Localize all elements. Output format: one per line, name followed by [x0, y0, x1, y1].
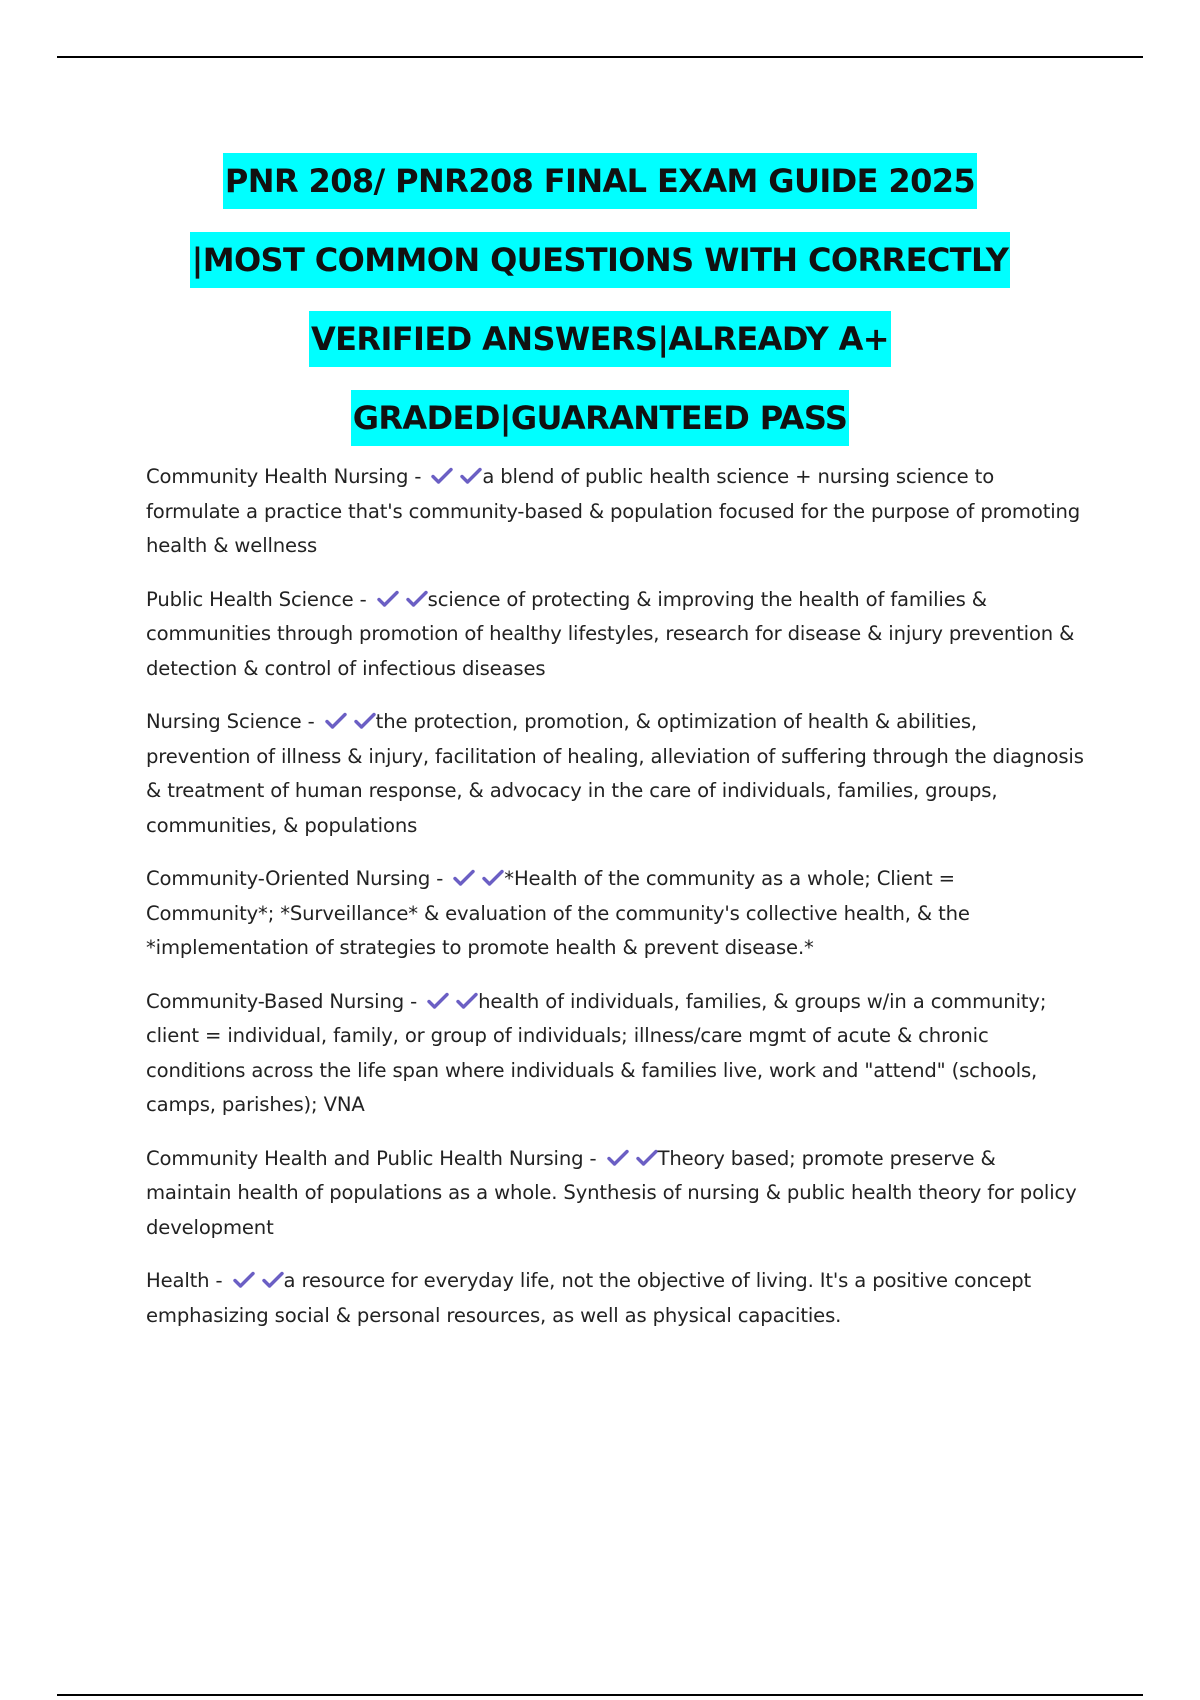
- entry-separator: -: [209, 1269, 229, 1292]
- checkmark-icon: [377, 590, 399, 608]
- entry-separator: -: [404, 989, 424, 1013]
- entry-term: Community Health Nursing: [146, 465, 409, 488]
- entry-definition: the protection, promotion, & optimization of health & abilities, prevention of illness & injury, facilitation of healing, alleviation of suffering through the diagnosis & treatment of human response, & advocacy in the care of individuals, families, groups, communities, & populations: [146, 710, 1084, 837]
- checkmark-icon: [406, 590, 428, 608]
- checkmark-icon: [354, 712, 376, 730]
- entry-term: Nursing Science: [146, 710, 302, 733]
- entry-definition: Theory based; promote preserve & maintain health of populations as a whole. Synthesis of nursing & public health theory for policy development: [146, 1146, 1077, 1239]
- checkmark-icon: [427, 992, 449, 1010]
- glossary-entry: [146, 583, 1086, 687]
- entry-term: Community Health and Public Health Nursing: [146, 1146, 584, 1170]
- checkmark-icon: [233, 1271, 255, 1289]
- title-highlight: VERIFIED ANSWERS|ALREADY A+: [309, 311, 891, 367]
- glossary-entry: [146, 1142, 1086, 1246]
- entry-separator: -: [408, 465, 428, 488]
- title-line: [0, 377, 1200, 456]
- checkmark-icon: [456, 992, 478, 1010]
- checkmark-icon: [262, 1271, 284, 1289]
- glossary-entry: [146, 1264, 1086, 1333]
- top-rule: [57, 56, 1143, 58]
- checkmark-icon: [482, 869, 504, 887]
- entry-term: Public Health Science: [146, 587, 354, 611]
- bottom-rule: [57, 1694, 1143, 1696]
- glossary-entry: [146, 705, 1086, 843]
- entry-separator: -: [353, 587, 373, 611]
- document-title: [0, 140, 1200, 456]
- glossary-entry: [146, 985, 1086, 1123]
- entry-separator: -: [430, 867, 450, 890]
- checkmark-icon: [431, 467, 453, 485]
- entry-term: Health: [146, 1269, 210, 1292]
- glossary-list: [146, 460, 1086, 1352]
- entry-definition: *Health of the community as a whole; Client = Community*; *Surveillance* & evaluation of the community's collective health, & the *implementation of strategies to promote health & prevent disease.*: [146, 867, 970, 959]
- checkmark-icon: [607, 1149, 629, 1167]
- checkmark-icon: [636, 1149, 658, 1167]
- title-line: [0, 140, 1200, 219]
- glossary-entry: [146, 460, 1086, 564]
- checkmark-icon: [460, 467, 482, 485]
- title-highlight: |MOST COMMON QUESTIONS WITH CORRECTLY: [190, 232, 1011, 288]
- entry-definition: health of individuals, families, & groups w/in a community; client = individual, family, or group of individuals; illness/care mgmt of acute & chronic conditions across the life span where individuals & families live, work and "attend" (schools, camps, parishes); VNA: [146, 989, 1047, 1116]
- title-highlight: GRADED|GUARANTEED PASS: [351, 390, 850, 446]
- entry-definition: a resource for everyday life, not the objective of living. It's a positive concept emphasizing social & personal resources, as well as physical capacities.: [146, 1269, 1032, 1327]
- checkmark-icon: [325, 712, 347, 730]
- entry-definition: science of protecting & improving the health of families & communities through promotion of healthy lifestyles, research for disease & injury prevention & detection & control of infectious diseases: [146, 587, 1075, 680]
- entry-term: Community-Oriented Nursing: [146, 867, 431, 890]
- title-line: [0, 219, 1200, 298]
- title-highlight: PNR 208/ PNR208 FINAL EXAM GUIDE 2025: [223, 153, 977, 209]
- entry-separator: -: [301, 710, 321, 733]
- entry-definition: a blend of public health science + nursing science to formulate a practice that's community-based & population focused for the purpose of promoting health & wellness: [146, 465, 1081, 557]
- entry-separator: -: [583, 1146, 603, 1170]
- title-line: [0, 298, 1200, 377]
- entry-term: Community-Based Nursing: [146, 989, 404, 1013]
- checkmark-icon: [453, 869, 475, 887]
- glossary-entry: [146, 862, 1086, 966]
